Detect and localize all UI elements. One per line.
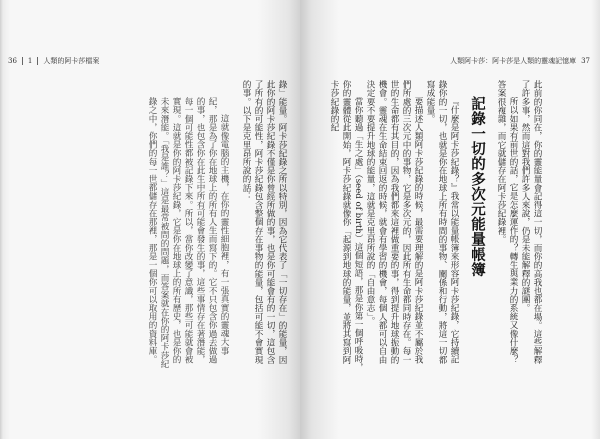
body-paragraph: 要描述人類阿卡莎紀錄的時候，最需要理解的是阿卡莎紀錄並不屬於我們所處的三次元中的事物，它是多次元的，因此所有生命都同時存在。每一世的生命都有其目的，因為我們都來這裡做重要的事，得到提升地球振動的機會。靈魂在生命結束回返的時候，就會有學習的機會，每個人都可以自由決定要不要提升地球的能量，這就是克里昂所說的「自由意志」。 — [365, 80, 423, 364]
header-separator — [22, 57, 23, 65]
header-separator — [37, 57, 38, 65]
body-paragraph: 當你聽過「生之處」（seed of birth）這個短語，那是你第一個呼吸時，你的靈體從此開始，阿卡莎紀錄就像你「起源到地球的能量，並將其寫到阿卡莎紀錄的紀 — [329, 80, 363, 372]
quote-block — [146, 80, 230, 372]
chapter-number: 1 — [27, 57, 33, 65]
right-page-body — [329, 80, 543, 372]
continuation-paragraph: 錄」能量。阿卡莎紀錄之所以特別，因為它代表了「一切存在」的能量，因此你的阿卡莎紀錄不僅是你曾經所做的事，也是你可能會有的一切，這包含了所有的可能性，阿卡莎紀錄包含整個存在事物的能量，包括可能不會實現的事。以下是克里昂所說的話： — [241, 80, 287, 364]
running-title: 人類阿卡莎：阿卡莎是人類的靈魂記憶庫 — [450, 57, 577, 65]
body-paragraph: 『什麼是阿卡莎紀錄？』我常以能量帳簿來形容阿卡莎紀錄，它持續記錄你的一切，也就是你在地球上所有時間的事物、關係和行動，將這一切都寫成能量。 — [425, 80, 459, 364]
section-heading: 記錄一切的多次元能量帳簿 — [469, 96, 486, 278]
body-paragraph: 此前的你同在，你的靈能量會記得這一切，而你的高我也都在場。這些解釋了許多事，然而這對我們許多人來說，仍是未能解釋的謎團。 — [520, 80, 542, 364]
left-page-body — [96, 80, 288, 372]
left-running-header — [8, 56, 99, 66]
right-page-number: 37 — [581, 57, 590, 65]
quote-paragraph: 這就像電腦的主機，在你的靈性細胞裡，有一張真實的靈魂大事紀，那是為了你在地球上的所有人生而寫下的。它不只包含你過去做過的事，也包含你在此生中所有可能會發生的事，這些事情存在著潛能，每一個可能性都被記錄下來。所以，當你改變了意識，那些可能就會被實現。這就是你的阿卡莎紀錄，它是你在地球上的所有歷史，也是你的未來潛能。「我是誰？」這是最常被問的問題，而答案就在你的阿卡莎紀錄之中，你們的每一世都儲存在那裡，那是一個你可以取用的資料庫。 — [147, 97, 229, 368]
book-title: 人類的阿卡莎檔案 — [43, 57, 100, 65]
left-page-number: 36 — [8, 57, 17, 65]
body-paragraph: 所以如果有前世的話，它是怎麼運作的？轉生與業力的系統又像什麼？答案很複雜，而它就儲存在阿卡莎紀錄裡。 — [496, 80, 518, 364]
right-running-header — [450, 56, 590, 66]
